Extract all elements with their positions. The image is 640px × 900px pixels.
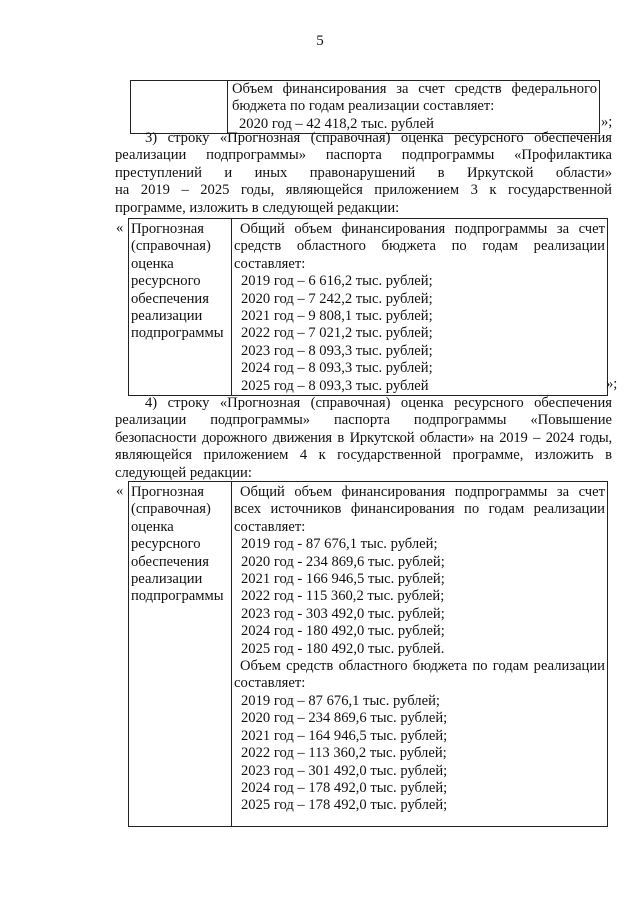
item3-paragraph [115,130,612,217]
text-line: оценка [131,255,174,272]
close-quote: »; [606,376,618,392]
text-line: подпрограммы [131,588,224,605]
year-line: 2020 год - 234 869,6 тыс. рублей; [241,553,445,570]
item4-left-cell [129,482,232,827]
text-line: (справочная) [131,238,211,255]
item4-right-cell [232,482,608,827]
text-line: 4) строку «Прогнозная (справочная) оценка ресурсного обеспечения [145,395,612,411]
text-line: реализации [131,308,203,325]
text-line: Общий объем финансирования подпрограммы за счет [240,221,605,237]
text-line: составляет: [234,518,306,535]
year-line: 2023 год - 303 492,0 тыс. рублей; [241,605,445,622]
year-line: 2024 год - 180 492,0 тыс. рублей; [241,623,445,640]
year-line: 2025 год – 178 492,0 тыс. рублей; [241,797,448,814]
text-line: всех источников финансирования по годам реализации [234,501,605,518]
item3-table [128,218,608,396]
item3-left-cell [129,219,232,396]
open-quote: « [116,483,124,499]
text-line: следующей редакции: [115,464,252,481]
text-line: бюджета по годам реализации составляет: [232,98,495,115]
year-line: 2021 год – 164 946,5 тыс. рублей; [241,727,448,744]
text-line: ресурсного [131,273,201,290]
open-quote: « [116,220,124,236]
year-line: 2023 год – 301 492,0 тыс. рублей; [241,762,448,779]
page-number: 5 [316,33,324,49]
year-line: 2025 год – 8 093,3 тыс. рублей [241,377,429,394]
year-line: 2019 год – 87 676,1 тыс. рублей; [241,692,440,709]
text-line: на 2019 – 2025 годы, являющейся приложением 3 к государственной [115,182,612,199]
text-line: Общий объем финансирования подпрограммы за счет [240,484,605,500]
year-line: 2021 год - 166 946,5 тыс. рублей; [241,571,445,588]
year-line: 2020 год – 7 242,2 тыс. рублей; [241,290,433,307]
year-line: 2022 год - 115 360,2 тыс. рублей; [241,588,445,605]
text-line: реализации [131,571,203,588]
text-line: подпрограммы [131,325,224,342]
year-line: 2019 год - 87 676,1 тыс. рублей; [241,536,438,553]
text-line: являющейся приложением 4 к государственной программе, изложить в [115,447,612,464]
continuation-table [130,80,600,134]
year-line: 2020 год – 234 869,6 тыс. рублей; [241,710,448,727]
continuation-left-cell [131,81,228,134]
text-line: 2020 год – 42 418,2 тыс. рублей [239,115,434,132]
text-line: (справочная) [131,501,211,518]
close-quote: »; [601,114,613,130]
year-line: 2023 год – 8 093,3 тыс. рублей; [241,342,433,359]
item4-table [128,481,608,827]
year-line: 2024 год – 178 492,0 тыс. рублей; [241,779,448,796]
text-line: Объем средств областного бюджета по годам реализации [240,658,605,675]
text-line: оценка [131,518,174,535]
text-line: составляет: [234,675,306,692]
text-line: 3) строку «Прогнозная (справочная) оценка ресурсного обеспечения [145,130,612,146]
year-line: 2022 год – 7 021,2 тыс. рублей; [241,325,433,342]
text-line: безопасности дорожного движения в Иркутской области» на 2019 – 2024 годы, [115,429,612,446]
text-line: программе, изложить в следующей редакции: [115,199,400,216]
text-line: реализации подпрограммы» паспорта подпрограммы «Повышение [115,412,612,429]
text-line: реализации подпрограммы» паспорта подпрограммы «Профилактика [115,147,612,164]
text-line: обеспечения [131,290,209,307]
continuation-right-cell [228,81,600,134]
text-line: Прогнозная [131,221,204,237]
item4-paragraph [115,395,612,482]
text-line: ресурсного [131,536,201,553]
text-line: преступлений и иных правонарушений в Иркутской области» [115,164,612,181]
year-line: 2019 год – 6 616,2 тыс. рублей; [241,273,433,290]
text-line: обеспечения [131,553,209,570]
text-line: Объем финансирования за счет средств федерального [232,81,597,97]
year-line: 2024 год – 8 093,3 тыс. рублей; [241,360,433,377]
item3-right-cell [232,219,608,396]
year-line: 2021 год – 9 808,1 тыс. рублей; [241,308,433,325]
text-line: Прогнозная [131,484,204,500]
year-line: 2022 год – 113 360,2 тыс. рублей; [241,745,447,762]
year-line: 2025 год - 180 492,0 тыс. рублей. [241,640,445,657]
text-line: средств областного бюджета по годам реализации [234,238,605,255]
text-line: составляет: [234,255,306,272]
